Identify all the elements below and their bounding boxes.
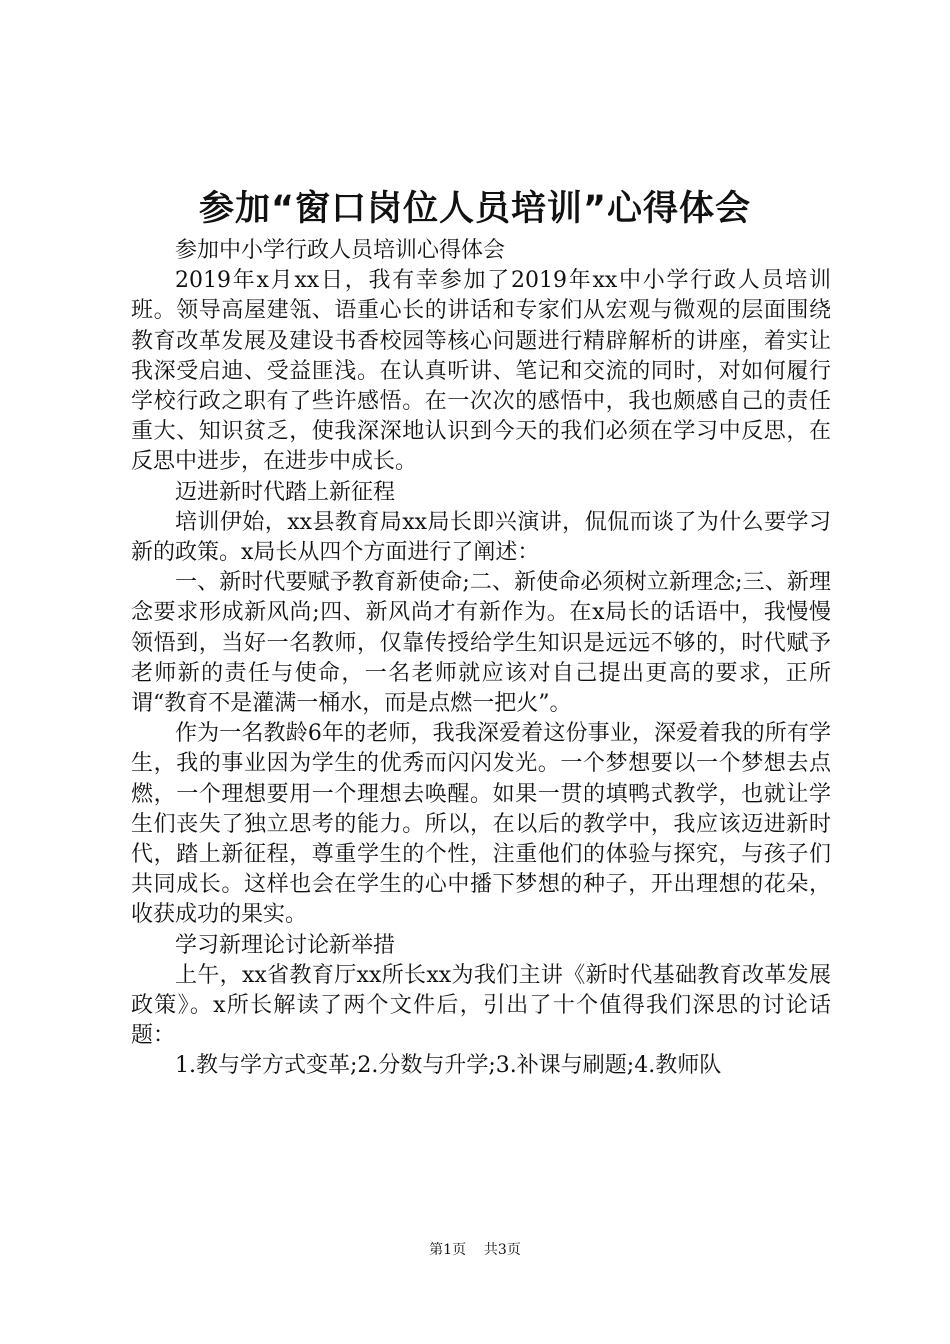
paragraph: 上午，xx省教育厅xx所长xx为我们主讲《新时代基础教育改革发展政策》。x所长解读了两个文件后，引出了十个值得我们深思的讨论话题：: [131, 962, 831, 1049]
section-heading: 学习新理论讨论新举措: [175, 932, 396, 958]
paragraph: 培训伊始，xx县教育局xx局长即兴演讲，侃侃而谈了为什么要学习新的政策。x局长从四个方面进行了阐述：: [131, 509, 831, 566]
paragraph: 一、新时代要赋予教育新使命;二、新使命必须树立新理念;三、新理念要求形成新风尚;四、新风尚才有新作为。在x局长的话语中，我慢慢领悟到，当好一名教师，仅靠传授给学生知识是远远不够的，时代赋予老师新的责任与使命，一名老师就应该对自己提出更高的要求，正所谓“教育不是灌满一桶水，而是点燃一把火”。: [131, 570, 831, 717]
document-body: [131, 236, 831, 1082]
page-total: 共3页: [483, 1242, 521, 1258]
paragraph: 1.教与学方式变革;2.分数与升学;3.补课与刷题;4.教师队: [175, 1053, 722, 1079]
section-heading: 迈进新时代踏上新征程: [175, 479, 396, 505]
page-footer: [0, 1241, 950, 1259]
page-number: 第1页: [429, 1242, 467, 1258]
page-spacer: [471, 1242, 480, 1258]
document-title: 参加“窗口岗位人员培训”心得体会: [198, 189, 751, 229]
paragraph: 作为一名教龄6年的老师，我我深爱着这份事业，深爱着我的所有学生，我的事业因为学生的优秀而闪闪发光。一个梦想要以一个梦想去点燃，一个理想要用一个理想去唤醒。如果一贯的填鸭式教学，也就让学生们丧失了独立思考的能力。所以，在以后的教学中，我应该迈进新时代，踏上新征程，尊重学生的个性，注重他们的体验与探究，与孩子们共同成长。这样也会在学生的心中播下梦想的种子，开出理想的花朵，收获成功的果实。: [131, 721, 831, 928]
paragraph-subtitle: 参加中小学行政人员培训心得体会: [175, 238, 506, 263]
paragraph-intro: 2019年x月xx日，我有幸参加了2019年xx中小学行政人员培训班。领导高屋建瓴、语重心长的讲话和专家们从宏观与微观的层面围绕教育改革发展及建设书香校园等核心问题进行精辟解析的讲座，着实让我深受启迪、受益匪浅。在认真听讲、笔记和交流的同时，对如何履行学校行政之职有了些许感悟。在一次次的感悟中，我也颇感自己的责任重大、知识贫乏，使我深深地认识到今天的我们必须在学习中反思，在反思中进步，在进步中成长。: [131, 268, 831, 475]
